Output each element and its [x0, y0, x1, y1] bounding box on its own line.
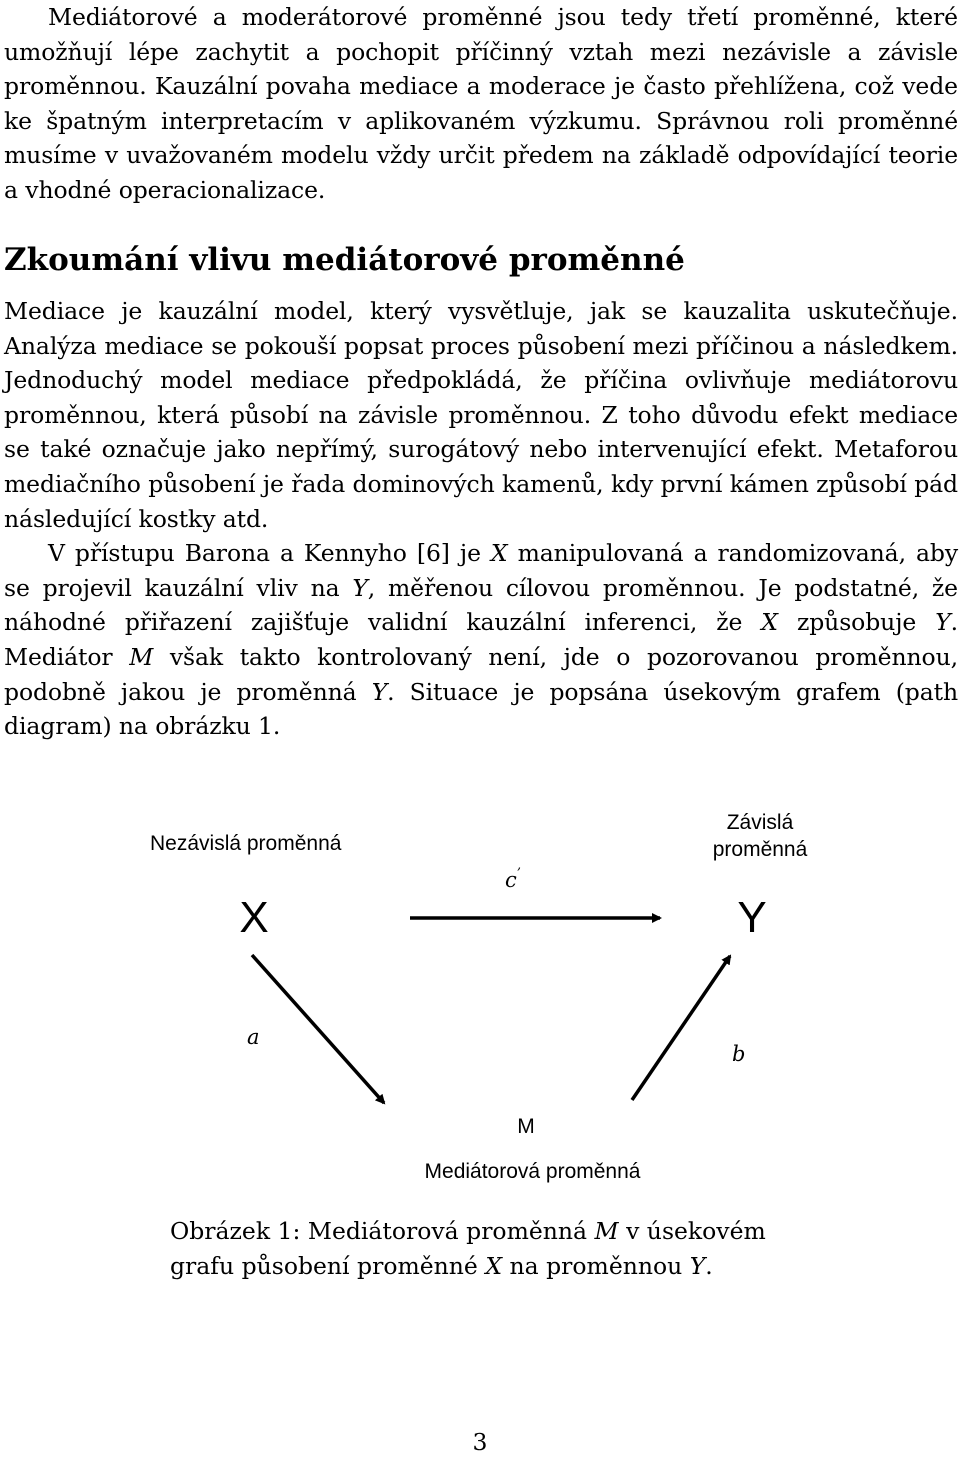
- variable-y: Y: [935, 608, 951, 637]
- paragraph-2: Mediace je kauzální model, který vysvětluje, jak se kauzalita uskutečňuje. Analýza mediace se pokouší popsat proces působení mezi příčinou a následkem. Jednoduchý model mediace předpokládá, že příčina ovlivňuje mediátorovu proměnnou, která působí na závisle proměnnou. Z toho důvodu efekt mediace se také označuje jako nepřímý, surogátový nebo intervenující efekt. Metaforou mediačního působení je řada dominových kamenů, kdy první kámen způsobí pád následující kostky atd.: [4, 297, 958, 533]
- path-label-a: a: [247, 1025, 260, 1049]
- independent-variable-label: Nezávislá proměnná: [150, 832, 342, 855]
- m-node: M: [517, 1115, 535, 1138]
- mediator-variable-label: Mediátorová proměnná: [424, 1160, 641, 1183]
- path-label-b: b: [732, 1042, 746, 1066]
- variable-y: Y: [352, 573, 368, 602]
- paragraph-1: Mediátorové a moderátorové proměnné jsou tedy třetí proměnné, které umožňují lépe zachytit a pochopit příčinný vztah mezi nezávisle a závisle proměnnou. Kauzální povaha mediace a moderace je často přehlížena, což vede ke špatným interpretacím v aplikovaném výzkumu. Správnou roli proměnné musíme v uvažovaném modelu vždy určit předem na základě odpovídající teorie a vhodné operacionalizace.: [4, 3, 958, 204]
- y-node: Y: [737, 893, 767, 942]
- variable-y: Y: [371, 677, 388, 706]
- section-heading: Zkoumání vlivu mediátorové proměnné: [4, 242, 685, 278]
- figure-caption: Obrázek 1: Mediátorová proměnná M v úsekovém grafu působení proměnné X na proměnnou Y.: [170, 1217, 766, 1280]
- path-label-c-prime: c’: [505, 866, 521, 892]
- variable-x: X: [490, 539, 508, 568]
- x-node: X: [239, 893, 269, 942]
- paragraph-3: V přístupu Barona a Kennyho [6] je X manipulovaná a randomizovaná, aby se projevil kauzální vliv na Y, měřenou cílovou proměnnou. Je podstatné, že náhodné přiřazení zajišťuje validní kauzální inferenci, že X způsobuje Y. Mediátor M však takto kontrolovaný není, jde o pozorovanou proměnnou, podobně jakou je proměnná Y. Situace je popsána úsekovým grafem (path diagram) na obrázku 1.: [4, 539, 958, 741]
- variable-m: M: [129, 642, 154, 671]
- dependent-variable-label: Závislá proměnná: [712, 811, 808, 861]
- arrow-m-to-y: [632, 956, 730, 1100]
- page-number: 3: [472, 1428, 488, 1456]
- variable-x: X: [761, 608, 778, 637]
- arrow-x-to-m: [252, 955, 384, 1103]
